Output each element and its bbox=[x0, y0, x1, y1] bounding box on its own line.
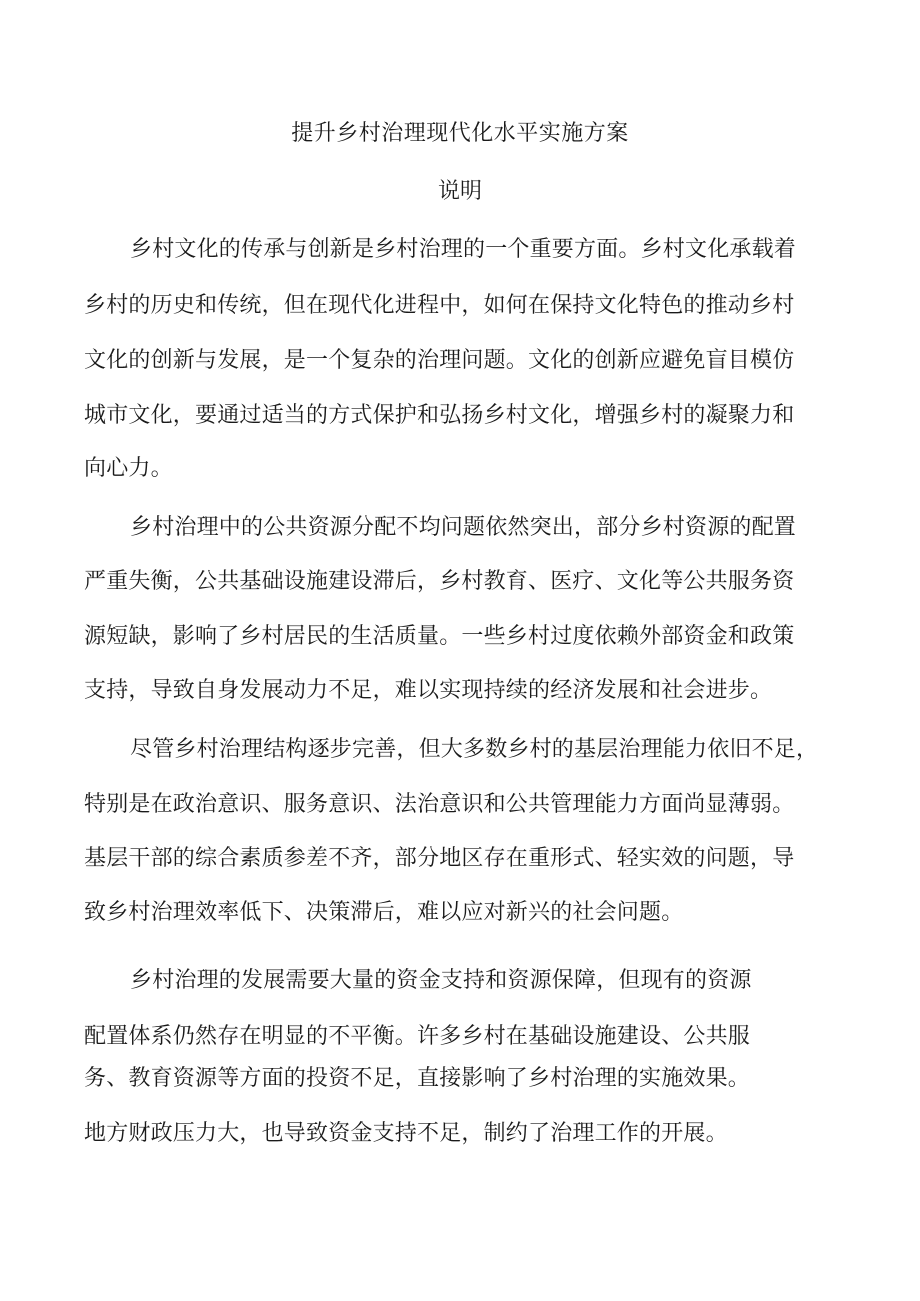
paragraph-line: 配置体系仍然存在明显的不平衡。许多乡村在基础设施建设、公共服 bbox=[84, 1024, 751, 1049]
paragraph-line: 城市文化，要通过适当的方式保护和弘扬乡村文化，增强乡村的凝聚力和 bbox=[84, 403, 795, 428]
document-title: 提升乡村治理现代化水平实施方案 bbox=[291, 121, 629, 146]
paragraph-line: 乡村治理中的公共资源分配不均问题依然突出，部分乡村资源的配置 bbox=[130, 515, 797, 540]
paragraph-line: 基层干部的综合素质参差不齐，部分地区存在重形式、轻实效的问题，导 bbox=[84, 846, 795, 871]
paragraph-line: 向心力。 bbox=[84, 456, 173, 481]
paragraph-line: 乡村治理的发展需要大量的资金支持和资源保障，但现有的资源 bbox=[130, 968, 752, 993]
paragraph-line: 乡村的历史和传统，但在现代化进程中，如何在保持文化特色的推动乡村 bbox=[84, 293, 795, 318]
paragraph-line: 致乡村治理效率低下、决策滞后，难以应对新兴的社会问题。 bbox=[84, 900, 684, 925]
paragraph-line: 务、教育资源等方面的投资不足，直接影响了乡村治理的实施效果。 bbox=[84, 1066, 751, 1091]
paragraph-line: 支持，导致自身发展动力不足，难以实现持续的经济发展和社会进步。 bbox=[84, 678, 773, 703]
paragraph-line: 尽管乡村治理结构逐步完善，但大多数乡村的基层治理能力依旧不足， bbox=[130, 737, 819, 762]
paragraph-line: 特别是在政治意识、服务意识、法治意识和公共管理能力方面尚显薄弱。 bbox=[84, 792, 795, 817]
paragraph-line: 文化的创新与发展，是一个复杂的治理问题。文化的创新应避免盲目模仿 bbox=[84, 348, 795, 373]
paragraph-line: 源短缺，影响了乡村居民的生活质量。一些乡村过度依赖外部资金和政策 bbox=[84, 624, 795, 649]
paragraph-line: 地方财政压力大，也导致资金支持不足，制约了治理工作的开展。 bbox=[84, 1121, 728, 1146]
paragraph-line: 乡村文化的传承与创新是乡村治理的一个重要方面。乡村文化承载着 bbox=[130, 237, 797, 262]
paragraph-line: 严重失衡，公共基础设施建设滞后，乡村教育、医疗、文化等公共服务资 bbox=[84, 569, 795, 594]
document-subtitle: 说明 bbox=[437, 179, 482, 204]
